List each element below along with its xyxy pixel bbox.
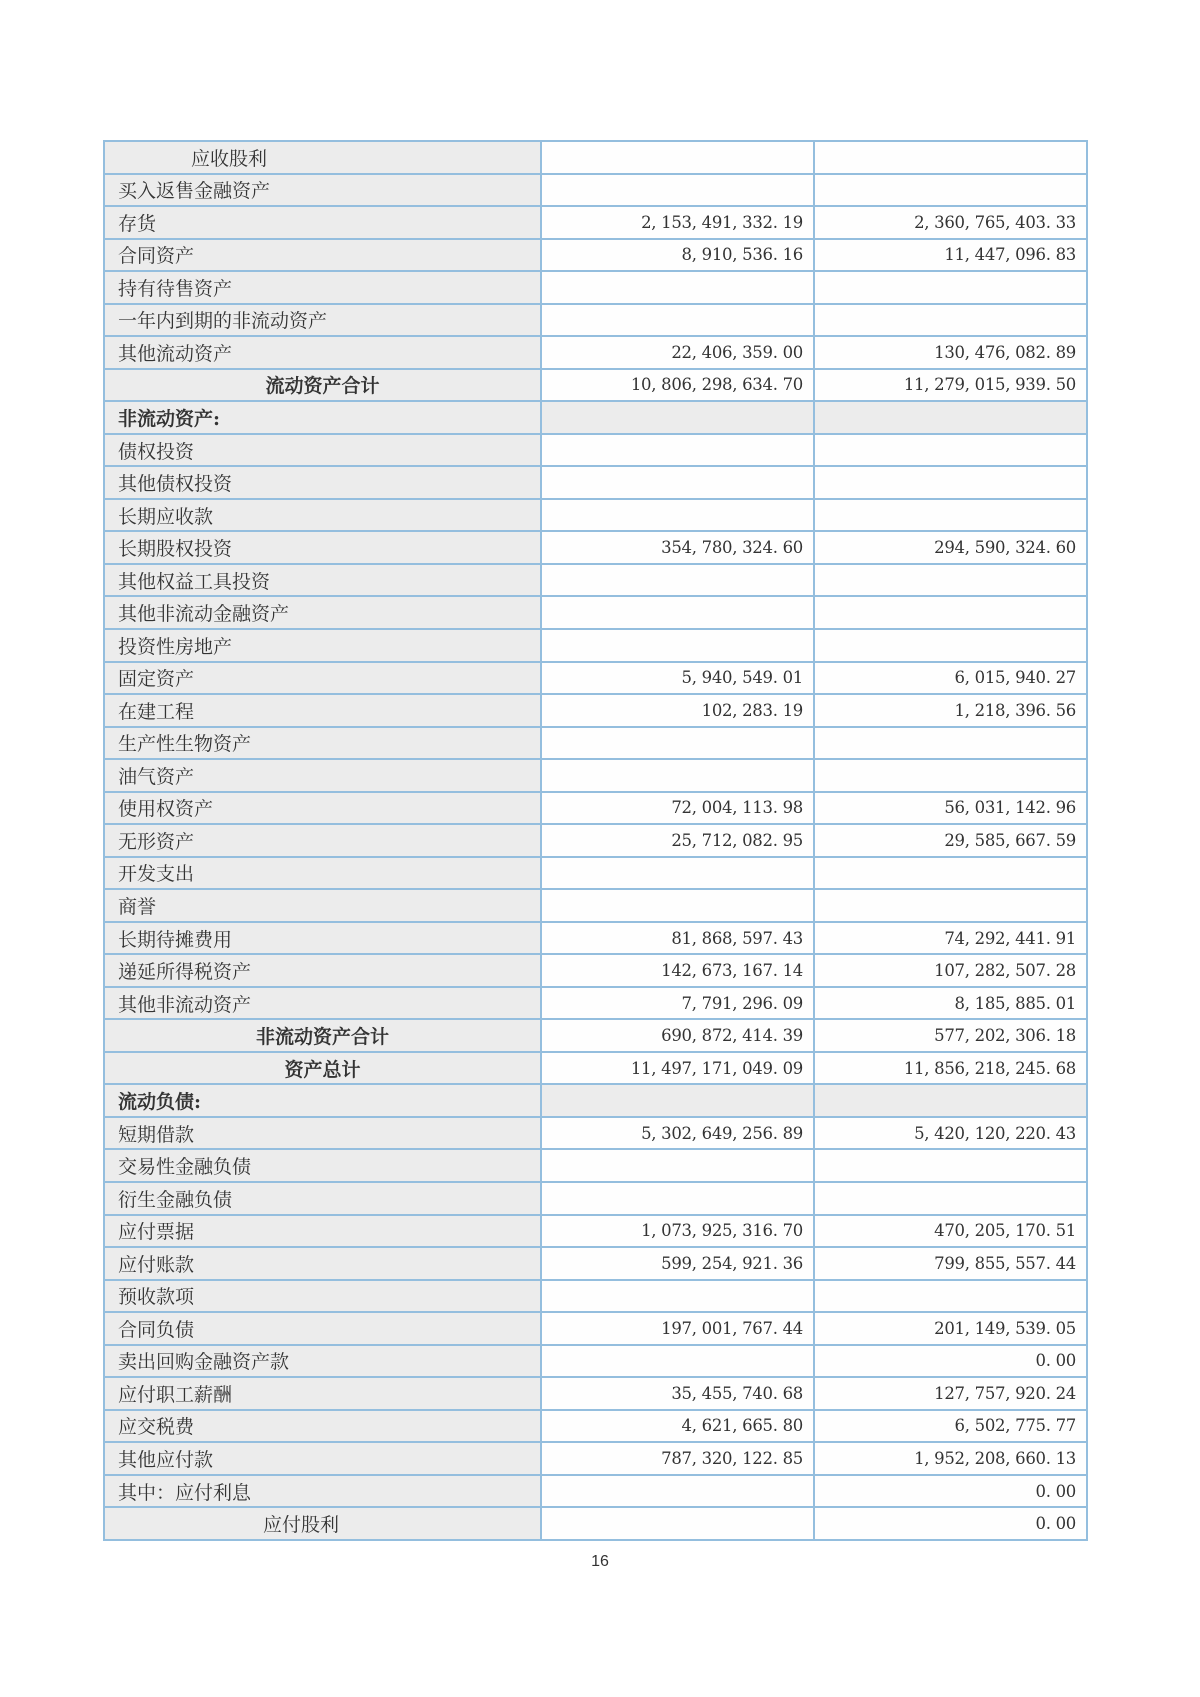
table-row bbox=[105, 173, 1086, 206]
item-label-cell: 卖出回购金融资产款 bbox=[105, 1346, 542, 1377]
prior-period-value-cell: 0. 00 bbox=[815, 1346, 1086, 1377]
prior-period-value-cell: 29, 585, 667. 59 bbox=[815, 825, 1086, 856]
table-row bbox=[105, 1116, 1086, 1149]
prior-period-value-cell: 6, 502, 775. 77 bbox=[815, 1411, 1086, 1442]
current-period-value-cell: 5, 302, 649, 256. 89 bbox=[542, 1118, 815, 1149]
current-period-value-cell: 81, 868, 597. 43 bbox=[542, 923, 815, 954]
prior-period-value-cell: 2, 360, 765, 403. 33 bbox=[815, 207, 1086, 238]
prior-period-value-cell: 470, 205, 170. 51 bbox=[815, 1216, 1086, 1247]
current-period-value-cell: 11, 497, 171, 049. 09 bbox=[542, 1053, 815, 1084]
current-period-value-cell bbox=[542, 890, 815, 921]
current-period-value-cell bbox=[542, 858, 815, 889]
prior-period-value-cell: 1, 218, 396. 56 bbox=[815, 695, 1086, 726]
table-row bbox=[105, 1214, 1086, 1247]
item-label-cell: 商誉 bbox=[105, 890, 542, 921]
item-label-cell: 应交税费 bbox=[105, 1411, 542, 1442]
table-row bbox=[105, 270, 1086, 303]
item-label-cell: 应收股利 bbox=[105, 142, 542, 173]
prior-period-value-cell: 577, 202, 306. 18 bbox=[815, 1020, 1086, 1051]
table-row bbox=[105, 1181, 1086, 1214]
table-row bbox=[105, 1474, 1086, 1507]
current-period-value-cell bbox=[542, 402, 815, 433]
table-row bbox=[105, 986, 1086, 1019]
table-row bbox=[105, 823, 1086, 856]
table-row bbox=[105, 856, 1086, 889]
current-period-value-cell: 1, 073, 925, 316. 70 bbox=[542, 1216, 815, 1247]
prior-period-value-cell bbox=[815, 305, 1086, 336]
prior-period-value-cell bbox=[815, 467, 1086, 498]
item-label-cell: 应付账款 bbox=[105, 1248, 542, 1279]
prior-period-value-cell: 130, 476, 082. 89 bbox=[815, 337, 1086, 368]
current-period-value-cell bbox=[542, 467, 815, 498]
item-label-cell: 长期待摊费用 bbox=[105, 923, 542, 954]
item-label-cell: 预收款项 bbox=[105, 1281, 542, 1312]
table-row bbox=[105, 205, 1086, 238]
table-row bbox=[105, 368, 1086, 401]
table-row bbox=[105, 953, 1086, 986]
prior-period-value-cell bbox=[815, 142, 1086, 173]
item-label-cell: 应付股利 bbox=[105, 1508, 542, 1539]
prior-period-value-cell: 5, 420, 120, 220. 43 bbox=[815, 1118, 1086, 1149]
prior-period-value-cell bbox=[815, 272, 1086, 303]
item-label-cell: 其他应付款 bbox=[105, 1443, 542, 1474]
item-label-cell: 生产性生物资产 bbox=[105, 728, 542, 759]
table-row bbox=[105, 693, 1086, 726]
prior-period-value-cell bbox=[815, 890, 1086, 921]
current-period-value-cell: 7, 791, 296. 09 bbox=[542, 988, 815, 1019]
table-row bbox=[105, 303, 1086, 336]
prior-period-value-cell bbox=[815, 175, 1086, 206]
table-row bbox=[105, 595, 1086, 628]
current-period-value-cell: 4, 621, 665. 80 bbox=[542, 1411, 815, 1442]
current-period-value-cell: 102, 283. 19 bbox=[542, 695, 815, 726]
item-label-cell: 长期股权投资 bbox=[105, 532, 542, 563]
current-period-value-cell: 354, 780, 324. 60 bbox=[542, 532, 815, 563]
table-row bbox=[105, 1246, 1086, 1279]
item-label-cell: 其中：应付利息 bbox=[105, 1476, 542, 1507]
current-period-value-cell bbox=[542, 728, 815, 759]
prior-period-value-cell: 11, 279, 015, 939. 50 bbox=[815, 370, 1086, 401]
item-label-cell: 交易性金融负债 bbox=[105, 1150, 542, 1181]
prior-period-value-cell bbox=[815, 402, 1086, 433]
item-label-cell: 投资性房地产 bbox=[105, 630, 542, 661]
item-label-cell: 非流动资产合计 bbox=[105, 1020, 542, 1051]
item-label-cell: 一年内到期的非流动资产 bbox=[105, 305, 542, 336]
table-row bbox=[105, 1148, 1086, 1181]
prior-period-value-cell bbox=[815, 565, 1086, 596]
current-period-value-cell: 142, 673, 167. 14 bbox=[542, 955, 815, 986]
current-period-value-cell: 599, 254, 921. 36 bbox=[542, 1248, 815, 1279]
current-period-value-cell: 10, 806, 298, 634. 70 bbox=[542, 370, 815, 401]
table-row bbox=[105, 1409, 1086, 1442]
item-label-cell: 合同负债 bbox=[105, 1313, 542, 1344]
prior-period-value-cell: 201, 149, 539. 05 bbox=[815, 1313, 1086, 1344]
current-period-value-cell bbox=[542, 760, 815, 791]
item-label-cell: 递延所得税资产 bbox=[105, 955, 542, 986]
prior-period-value-cell bbox=[815, 500, 1086, 531]
prior-period-value-cell: 127, 757, 920. 24 bbox=[815, 1378, 1086, 1409]
prior-period-value-cell: 799, 855, 557. 44 bbox=[815, 1248, 1086, 1279]
current-period-value-cell: 197, 001, 767. 44 bbox=[542, 1313, 815, 1344]
current-period-value-cell bbox=[542, 1476, 815, 1507]
item-label-cell: 存货 bbox=[105, 207, 542, 238]
table-row bbox=[105, 921, 1086, 954]
prior-period-value-cell bbox=[815, 1085, 1086, 1116]
item-label-cell: 固定资产 bbox=[105, 663, 542, 694]
current-period-value-cell bbox=[542, 1281, 815, 1312]
prior-period-value-cell: 74, 292, 441. 91 bbox=[815, 923, 1086, 954]
item-label-cell: 油气资产 bbox=[105, 760, 542, 791]
current-period-value-cell bbox=[542, 305, 815, 336]
current-period-value-cell bbox=[542, 435, 815, 466]
prior-period-value-cell: 0. 00 bbox=[815, 1476, 1086, 1507]
item-label-cell: 债权投资 bbox=[105, 435, 542, 466]
prior-period-value-cell: 6, 015, 940. 27 bbox=[815, 663, 1086, 694]
table-row bbox=[105, 433, 1086, 466]
current-period-value-cell: 5, 940, 549. 01 bbox=[542, 663, 815, 694]
table-row bbox=[105, 791, 1086, 824]
current-period-value-cell: 690, 872, 414. 39 bbox=[542, 1020, 815, 1051]
current-period-value-cell bbox=[542, 142, 815, 173]
prior-period-value-cell: 107, 282, 507. 28 bbox=[815, 955, 1086, 986]
prior-period-value-cell: 1, 952, 208, 660. 13 bbox=[815, 1443, 1086, 1474]
table-row bbox=[105, 1344, 1086, 1377]
table-row bbox=[105, 1051, 1086, 1084]
prior-period-value-cell: 11, 856, 218, 245. 68 bbox=[815, 1053, 1086, 1084]
prior-period-value-cell bbox=[815, 728, 1086, 759]
item-label-cell: 应付票据 bbox=[105, 1216, 542, 1247]
table-row bbox=[105, 888, 1086, 921]
item-label-cell: 应付职工薪酬 bbox=[105, 1378, 542, 1409]
prior-period-value-cell: 11, 447, 096. 83 bbox=[815, 240, 1086, 271]
prior-period-value-cell bbox=[815, 435, 1086, 466]
item-label-cell: 买入返售金融资产 bbox=[105, 175, 542, 206]
table-row bbox=[105, 238, 1086, 271]
item-label-cell: 流动负债: bbox=[105, 1085, 542, 1116]
item-label-cell: 无形资产 bbox=[105, 825, 542, 856]
current-period-value-cell: 25, 712, 082. 95 bbox=[542, 825, 815, 856]
current-period-value-cell bbox=[542, 1150, 815, 1181]
table-row bbox=[105, 1441, 1086, 1474]
prior-period-value-cell bbox=[815, 1183, 1086, 1214]
table-row bbox=[105, 1506, 1086, 1539]
item-label-cell: 持有待售资产 bbox=[105, 272, 542, 303]
current-period-value-cell: 35, 455, 740. 68 bbox=[542, 1378, 815, 1409]
current-period-value-cell bbox=[542, 630, 815, 661]
prior-period-value-cell bbox=[815, 1281, 1086, 1312]
current-period-value-cell: 22, 406, 359. 00 bbox=[542, 337, 815, 368]
current-period-value-cell bbox=[542, 597, 815, 628]
prior-period-value-cell bbox=[815, 858, 1086, 889]
item-label-cell: 流动资产合计 bbox=[105, 370, 542, 401]
current-period-value-cell: 8, 910, 536. 16 bbox=[542, 240, 815, 271]
table-row bbox=[105, 726, 1086, 759]
current-period-value-cell bbox=[542, 272, 815, 303]
prior-period-value-cell: 56, 031, 142. 96 bbox=[815, 793, 1086, 824]
item-label-cell: 非流动资产: bbox=[105, 402, 542, 433]
table-row bbox=[105, 142, 1086, 173]
table-row bbox=[105, 1279, 1086, 1312]
item-label-cell: 合同资产 bbox=[105, 240, 542, 271]
item-label-cell: 其他非流动金融资产 bbox=[105, 597, 542, 628]
table-row bbox=[105, 498, 1086, 531]
item-label-cell: 短期借款 bbox=[105, 1118, 542, 1149]
current-period-value-cell bbox=[542, 1508, 815, 1539]
prior-period-value-cell bbox=[815, 597, 1086, 628]
table-row bbox=[105, 335, 1086, 368]
table-row bbox=[105, 1376, 1086, 1409]
balance-sheet-table bbox=[103, 140, 1088, 1541]
prior-period-value-cell bbox=[815, 760, 1086, 791]
item-label-cell: 其他权益工具投资 bbox=[105, 565, 542, 596]
prior-period-value-cell: 0. 00 bbox=[815, 1508, 1086, 1539]
prior-period-value-cell: 8, 185, 885. 01 bbox=[815, 988, 1086, 1019]
current-period-value-cell: 72, 004, 113. 98 bbox=[542, 793, 815, 824]
table-row bbox=[105, 530, 1086, 563]
current-period-value-cell bbox=[542, 1346, 815, 1377]
item-label-cell: 其他流动资产 bbox=[105, 337, 542, 368]
item-label-cell: 衍生金融负债 bbox=[105, 1183, 542, 1214]
current-period-value-cell bbox=[542, 1085, 815, 1116]
table-row bbox=[105, 1083, 1086, 1116]
prior-period-value-cell: 294, 590, 324. 60 bbox=[815, 532, 1086, 563]
item-label-cell: 在建工程 bbox=[105, 695, 542, 726]
item-label-cell: 其他非流动资产 bbox=[105, 988, 542, 1019]
current-period-value-cell: 2, 153, 491, 332. 19 bbox=[542, 207, 815, 238]
table-row bbox=[105, 1018, 1086, 1051]
item-label-cell: 开发支出 bbox=[105, 858, 542, 889]
table-row bbox=[105, 465, 1086, 498]
current-period-value-cell: 787, 320, 122. 85 bbox=[542, 1443, 815, 1474]
prior-period-value-cell bbox=[815, 1150, 1086, 1181]
item-label-cell: 资产总计 bbox=[105, 1053, 542, 1084]
prior-period-value-cell bbox=[815, 630, 1086, 661]
table-row bbox=[105, 758, 1086, 791]
item-label-cell: 使用权资产 bbox=[105, 793, 542, 824]
table-row bbox=[105, 661, 1086, 694]
current-period-value-cell bbox=[542, 565, 815, 596]
table-row bbox=[105, 563, 1086, 596]
item-label-cell: 长期应收款 bbox=[105, 500, 542, 531]
table-row bbox=[105, 628, 1086, 661]
table-row bbox=[105, 400, 1086, 433]
page-number: 16 bbox=[591, 1553, 609, 1570]
current-period-value-cell bbox=[542, 500, 815, 531]
table-row bbox=[105, 1311, 1086, 1344]
item-label-cell: 其他债权投资 bbox=[105, 467, 542, 498]
current-period-value-cell bbox=[542, 175, 815, 206]
current-period-value-cell bbox=[542, 1183, 815, 1214]
